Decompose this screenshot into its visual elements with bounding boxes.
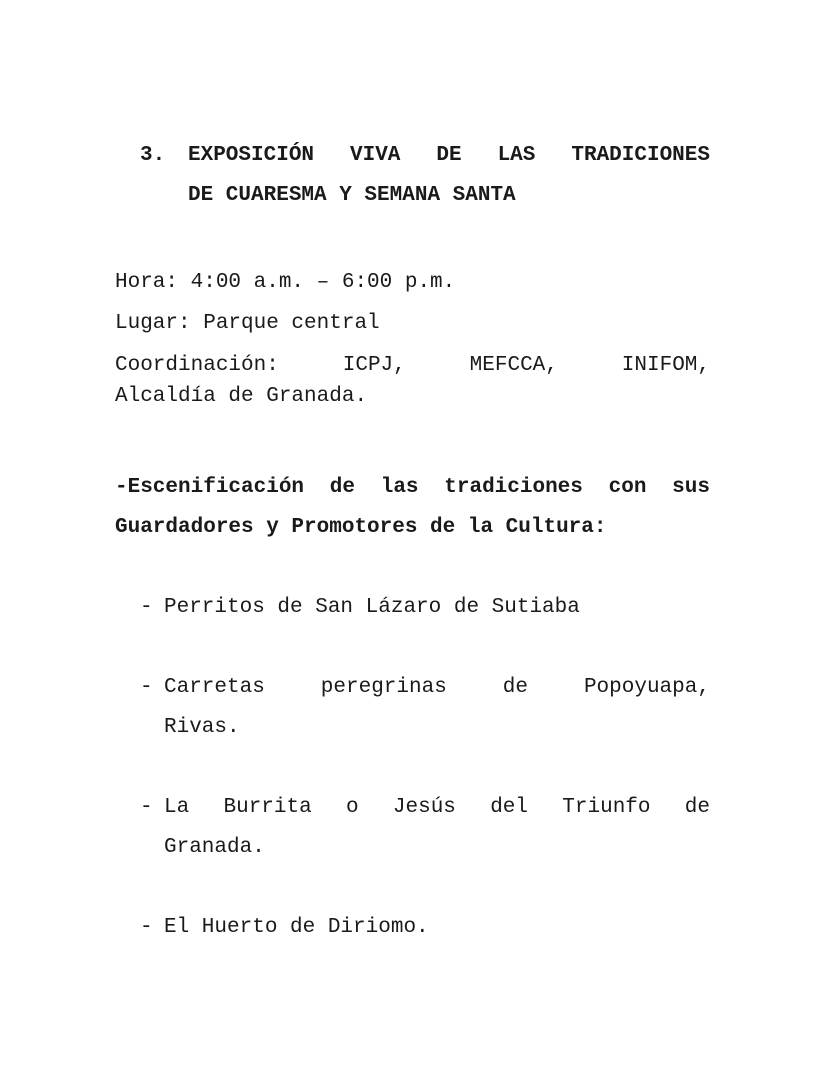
coordination-word: Coordinación: xyxy=(115,354,279,377)
list-item-line-2: Granada. xyxy=(164,836,265,859)
list-item-word: del xyxy=(490,796,528,819)
heading-word: TRADICIONES xyxy=(571,144,710,167)
event-info xyxy=(115,262,710,412)
list-item-body xyxy=(164,788,710,868)
activity-subheading xyxy=(115,468,710,548)
section-heading xyxy=(140,136,710,216)
list-item-line-1: El Huerto de Diriomo. xyxy=(164,916,429,939)
event-coordination xyxy=(115,350,710,412)
subheading-line-1 xyxy=(115,468,710,508)
coordination-word: INIFOM, xyxy=(621,354,710,377)
heading-word: VIVA xyxy=(350,144,401,167)
heading-line-1 xyxy=(188,136,710,176)
event-location: Lugar: Parque central xyxy=(115,312,380,335)
heading-row xyxy=(140,136,710,176)
traditions-list xyxy=(140,588,710,988)
list-item-word: La xyxy=(164,796,190,819)
list-item-line-1: Perritos de San Lázaro de Sutiaba xyxy=(164,596,580,619)
bullet-dash: - xyxy=(140,676,153,699)
heading-word: DE xyxy=(436,144,462,167)
list-item-word: Carretas xyxy=(164,676,265,699)
list-item-word: Burrita xyxy=(223,796,312,819)
list-item-word: de xyxy=(502,676,528,699)
list-item-line-1 xyxy=(164,788,710,828)
heading-word: EXPOSICIÓN xyxy=(188,144,315,167)
list-item-body xyxy=(164,908,710,948)
list-item xyxy=(140,588,710,628)
list-item-word: o xyxy=(346,796,359,819)
bullet-dash: - xyxy=(140,796,153,819)
list-item-word: de xyxy=(684,796,710,819)
subheading-line-2: Guardadores y Promotores de la Cultura: xyxy=(115,516,607,539)
list-item-body xyxy=(164,588,710,628)
list-item-line-1 xyxy=(164,668,710,708)
list-item xyxy=(140,908,710,948)
list-item-line-2: Rivas. xyxy=(164,716,240,739)
list-item-body xyxy=(164,668,710,748)
subheading-word: -Escenificación xyxy=(115,476,305,499)
coordination-line-2: Alcaldía de Granada. xyxy=(115,385,368,408)
bullet-dash: - xyxy=(140,916,153,939)
heading-number: 3. xyxy=(140,144,166,167)
heading-line-2: DE CUARESMA Y SEMANA SANTA xyxy=(188,184,516,207)
coordination-word: MEFCCA, xyxy=(469,354,558,377)
subheading-word: tradiciones xyxy=(444,476,583,499)
list-item xyxy=(140,788,710,868)
event-time: Hora: 4:00 a.m. – 6:00 p.m. xyxy=(115,271,456,294)
bullet-dash: - xyxy=(140,596,153,619)
coordination-line-1 xyxy=(115,350,710,381)
subheading-word: las xyxy=(380,476,419,499)
subheading-word: sus xyxy=(672,476,710,499)
subheading-word: con xyxy=(608,476,647,499)
heading-word: LAS xyxy=(497,144,536,167)
list-item-word: Triunfo xyxy=(562,796,651,819)
list-item-word: Popoyuapa, xyxy=(583,676,710,699)
list-item-word: peregrinas xyxy=(320,676,447,699)
list-item-word: Jesús xyxy=(392,796,456,819)
list-item xyxy=(140,668,710,748)
coordination-word: ICPJ, xyxy=(342,354,406,377)
subheading-word: de xyxy=(329,476,355,499)
